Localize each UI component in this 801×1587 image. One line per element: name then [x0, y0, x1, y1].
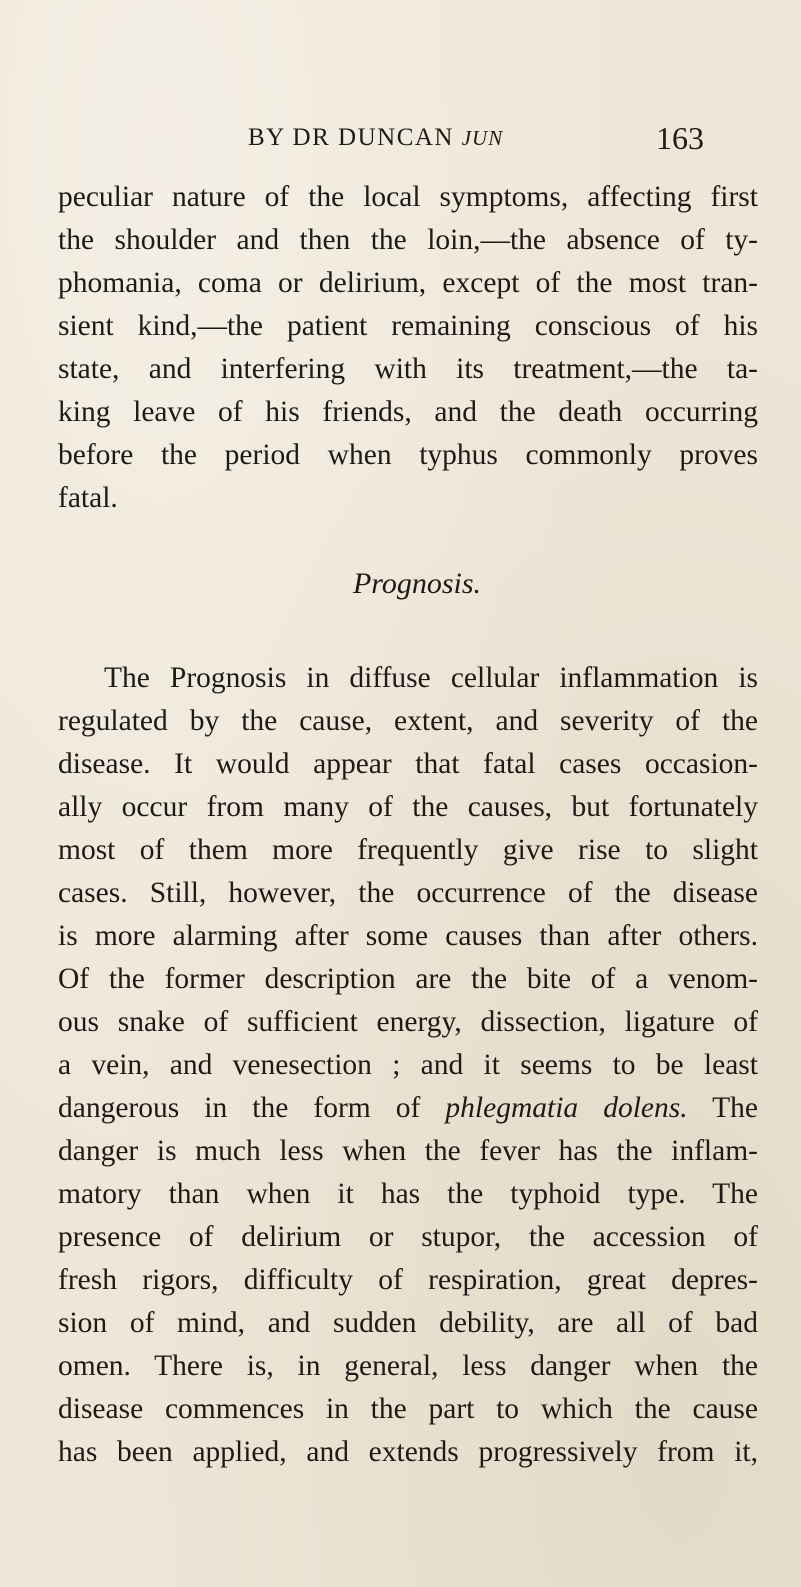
handwritten-marginalia: JUN [461, 126, 504, 150]
running-head-title [248, 124, 503, 152]
text-line: ally occur from many of the causes, but fortunately [58, 791, 758, 823]
text-line-with-italic [58, 1087, 758, 1130]
text-line: the shoulder and then the loin,—the absence of ty- [58, 224, 758, 256]
text-line: presence of delirium or stupor, the accession of [58, 1221, 758, 1253]
text-line: Of the former description are the bite of a venom- [58, 963, 758, 995]
page-number: 163 [656, 120, 704, 156]
section-heading: Prognosis. [352, 567, 482, 600]
text-line: has been applied, and extends progressively from it, [58, 1436, 758, 1468]
text-line: ous snake of sufficient energy, dissection, ligature of [58, 1006, 758, 1038]
text-line: omen. There is, in general, less danger when the [58, 1350, 758, 1382]
text-line: king leave of his friends, and the death occurring [58, 396, 758, 428]
text-line: regulated by the cause, extent, and severity of the [58, 705, 758, 737]
text-line: most of them more frequently give rise to slight [58, 834, 758, 866]
text-line: phomania, coma or delirium, except of the most tran- [58, 267, 758, 299]
running-head [0, 120, 801, 164]
text-line: The Prognosis in diffuse cellular inflammation is [104, 662, 758, 694]
running-head-author: BY DR DUNCAN [248, 124, 454, 151]
text-line: danger is much less when the fever has the inflam- [58, 1135, 758, 1167]
text-line: fatal. [58, 482, 118, 514]
body-text [58, 176, 758, 1474]
text-line: is more alarming after some causes than after others. [58, 920, 758, 952]
text-line: before the period when typhus commonly proves [58, 439, 758, 471]
text-line: peculiar nature of the local symptoms, affecting first [58, 181, 758, 213]
italic-term: phlegmatia dolens. [445, 1092, 688, 1124]
text-line: fresh rigors, difficulty of respiration, great depres- [58, 1264, 758, 1296]
text-line: disease. It would appear that fatal cases occasion- [58, 748, 758, 780]
text-line: sion of mind, and sudden debility, are all of bad [58, 1307, 758, 1339]
text-line: sient kind,—the patient remaining conscious of his [58, 310, 758, 342]
text-line: a vein, and venesection ; and it seems to be least [58, 1049, 758, 1081]
text-line: state, and interfering with its treatment,—the ta- [58, 353, 758, 385]
text-segment: The [687, 1092, 758, 1124]
text-line: cases. Still, however, the occurrence of the disease [58, 877, 758, 909]
text-segment: dangerous in the form of [58, 1092, 446, 1124]
text-line: disease commences in the part to which the cause [58, 1393, 758, 1425]
text-line: matory than when it has the typhoid type. The [58, 1178, 758, 1210]
